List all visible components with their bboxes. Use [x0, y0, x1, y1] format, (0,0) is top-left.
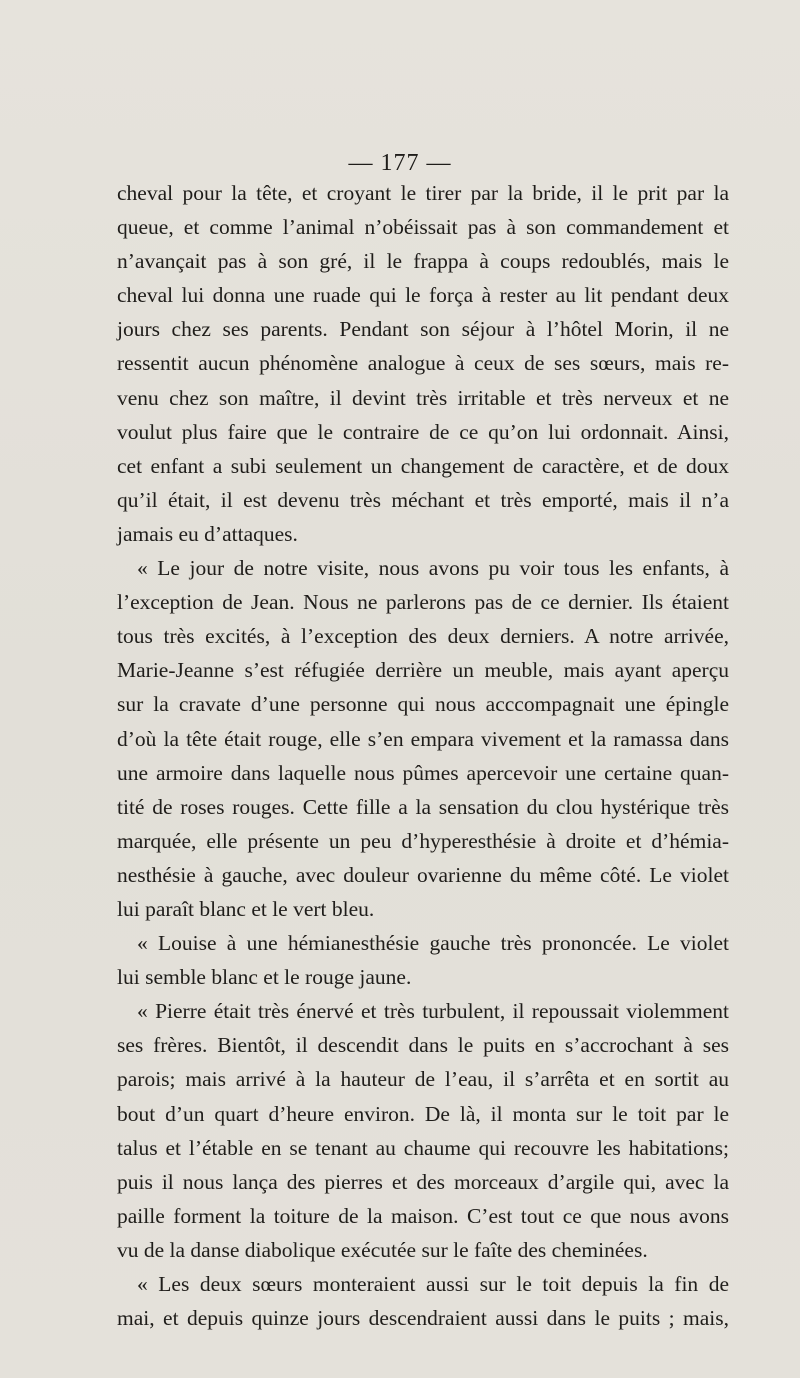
text-line: parois; mais arrivé à la hauteur de l’eau, il s’arrêta et en sortit au [117, 1067, 729, 1092]
text-line: « Pierre était très énervé et très turbulent, il repoussait violemment [137, 999, 729, 1024]
text-line: tité de roses rouges. Cette fille a la sensation du clou hystérique très [117, 794, 729, 819]
text-line: cheval lui donna une ruade qui le força à rester au lit pendant deux [117, 283, 729, 308]
text-line: qu’il était, il est devenu très méchant et très emporté, mais il n’a [117, 487, 729, 512]
text-line: nesthésie à gauche, avec douleur ovarienne du même côté. Le violet [117, 862, 729, 887]
text-line: « Le jour de notre visite, nous avons pu voir tous les enfants, à [137, 556, 729, 581]
text-line: ressentit aucun phénomène analogue à ceux de ses sœurs, mais re- [117, 351, 729, 376]
text-line: ses frères. Bientôt, il descendit dans le puits en s’accrochant à ses [117, 1033, 729, 1058]
text-line: bout d’un quart d’heure environ. De là, il monta sur le toit par le [117, 1101, 729, 1126]
body-text [117, 176, 729, 1335]
text-line: « Louise à une hémianesthésie gauche très prononcée. Le violet [137, 931, 729, 956]
text-line: d’où la tête était rouge, elle s’en empara vivement et la ramassa dans [117, 726, 729, 751]
text-line: mai, et depuis quinze jours descendraient aussi dans le puits ; mais, [117, 1306, 729, 1331]
text-line: l’exception de Jean. Nous ne parlerons pas de ce dernier. Ils étaient [117, 590, 729, 615]
text-line: lui semble blanc et le rouge jaune. [117, 965, 412, 990]
text-line: jamais eu d’attaques. [117, 521, 298, 546]
text-line: talus et l’étable en se tenant au chaume qui recouvre les habitations; [117, 1135, 729, 1160]
text-line: sur la cravate d’une personne qui nous acccompagnait une épingle [117, 692, 729, 717]
text-line: « Les deux sœurs monteraient aussi sur le toit depuis la fin de [137, 1272, 729, 1296]
text-line: queue, et comme l’animal n’obéissait pas à son commandement et [117, 215, 729, 240]
text-line: voulut plus faire que le contraire de ce qu’on lui ordonnait. Ainsi, [117, 419, 729, 444]
text-line: lui paraît blanc et le vert bleu. [117, 896, 375, 921]
text-line: cet enfant a subi seulement un changement de caractère, et de doux [117, 453, 729, 478]
text-line: paille forment la toiture de la maison. C’est tout ce que nous avons [117, 1203, 729, 1228]
text-line: tous très excités, à l’exception des deux derniers. A notre arrivée, [117, 624, 729, 649]
text-line: vu de la danse diabolique exécutée sur le faîte des cheminées. [117, 1237, 648, 1262]
page-number: — 177 — [348, 150, 452, 176]
text-line: Marie-Jeanne s’est réfugiée derrière un meuble, mais ayant aperçu [117, 658, 729, 683]
text-line: marquée, elle présente un peu d’hyperesthésie à droite et d’hémia- [117, 828, 729, 853]
text-line: n’avançait pas à son gré, il le frappa à coups redoublés, mais le [117, 249, 729, 274]
text-line: puis il nous lança des pierres et des morceaux d’argile qui, avec la [117, 1169, 729, 1194]
text-line: cheval pour la tête, et croyant le tirer par la bride, il le prit par la [117, 181, 729, 205]
text-line: jours chez ses parents. Pendant son séjour à l’hôtel Morin, il ne [117, 317, 729, 342]
text-line: venu chez son maître, il devint très irritable et très nerveux et ne [117, 385, 729, 410]
text-line: une armoire dans laquelle nous pûmes apercevoir une certaine quan- [117, 760, 729, 785]
